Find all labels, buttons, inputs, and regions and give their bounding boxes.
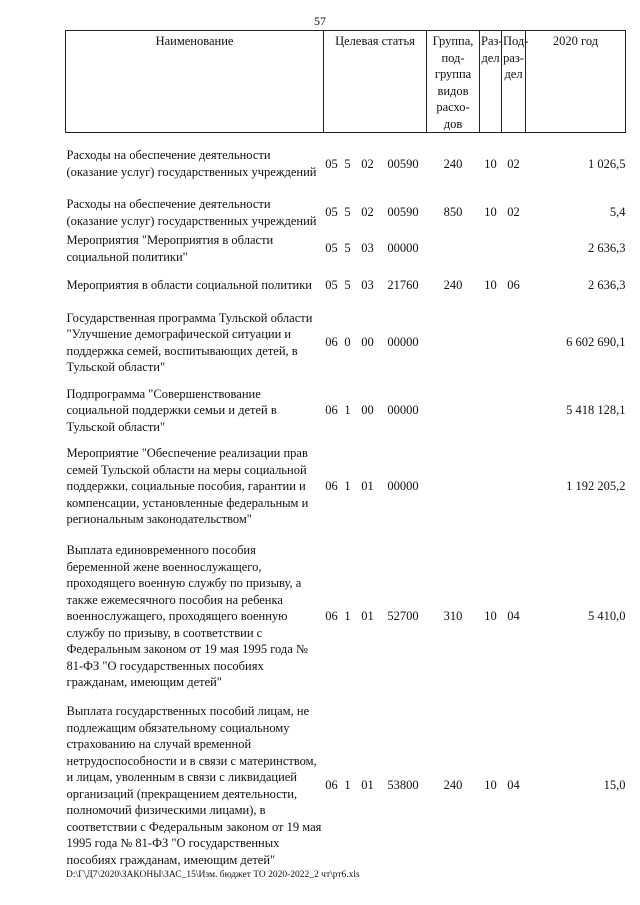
- row-code-a: 05: [325, 241, 338, 256]
- row-amount: 1 026,5: [588, 156, 626, 171]
- table-row: [66, 533, 626, 701]
- row-code-b: 0: [344, 335, 351, 350]
- header-year: 2020 год: [526, 31, 626, 133]
- row-name: Подпрограмма "Совершенствование социальной поддержки семьи и детей в Тульской области": [66, 386, 277, 434]
- row-section: 10: [484, 278, 497, 293]
- row-section: [480, 305, 502, 381]
- row-code-a: 06: [325, 403, 338, 418]
- table-row: [66, 305, 626, 381]
- table-row: [66, 195, 626, 231]
- row-code-b: 5: [344, 156, 351, 171]
- row-name: Мероприятия в области социальной политики: [66, 278, 312, 293]
- row-name: Расходы на обеспечение деятельности (оказание услуг) государственных учреждений: [66, 148, 317, 179]
- row-section: 10: [484, 778, 497, 793]
- table-row: [66, 133, 626, 195]
- row-group: 310: [443, 609, 463, 624]
- budget-table: [65, 30, 626, 871]
- row-code-a: 05: [325, 156, 338, 171]
- header-name: Наименование: [66, 31, 324, 133]
- table-row: [66, 441, 626, 533]
- header-subsection: Под-раз-дел: [502, 31, 526, 133]
- row-code-a: 06: [325, 778, 338, 793]
- row-group: [427, 305, 480, 381]
- row-name: Государственная программа Тульской области "Улучшение демографической ситуации и поддержка семей, воспитывающих детей, в Тульской области": [66, 310, 313, 374]
- row-subsection: 02: [507, 156, 520, 171]
- row-code-a: 05: [325, 278, 338, 293]
- row-section: 10: [484, 156, 497, 171]
- row-subsection: [502, 441, 526, 533]
- row-code-c: 00: [361, 335, 374, 350]
- row-code-c: 03: [361, 278, 374, 293]
- row-amount: 6 602 690,1: [566, 335, 626, 350]
- row-code-c: 02: [361, 205, 374, 220]
- row-code-c: 01: [361, 609, 374, 624]
- row-code-d: 52700: [387, 609, 419, 624]
- row-section: 10: [484, 205, 497, 220]
- row-amount: 5,4: [609, 205, 626, 220]
- header-group: Группа, под-группа видов расхо-дов: [427, 31, 480, 133]
- row-subsection: 02: [507, 205, 520, 220]
- row-code-b: 1: [344, 609, 351, 624]
- row-code-c: 00: [361, 403, 374, 418]
- row-group: 850: [443, 205, 463, 220]
- row-code-d: 00590: [387, 205, 419, 220]
- row-code-c: 03: [361, 241, 374, 256]
- row-code-a: 05: [325, 205, 338, 220]
- row-code-d: 53800: [387, 778, 419, 793]
- row-name: Мероприятие "Обеспечение реализации прав семей Тульской области на меры социальной поддержки, социальные пособия, гарантии и компенсации, установленные федеральным и региональным законодательством": [66, 446, 309, 527]
- row-amount: 2 636,3: [588, 241, 626, 256]
- table-header-row: [66, 31, 626, 133]
- row-code-c: 01: [361, 778, 374, 793]
- row-amount: 2 636,3: [588, 278, 626, 293]
- row-subsection: 04: [507, 609, 520, 624]
- table-row: [66, 231, 626, 267]
- row-section: 10: [484, 609, 497, 624]
- row-amount: 5 410,0: [588, 609, 626, 624]
- row-amount: 1 192 205,2: [566, 479, 626, 494]
- row-code-a: 06: [325, 609, 338, 624]
- table-row: [66, 267, 626, 305]
- row-code-d: 21760: [387, 278, 419, 293]
- row-name: Выплата единовременного пособия беременной жене военнослужащего, проходящего военную службу по призыву, а также ежемесячного пособия на ребенка военнослужащего, проходящего военную службу по призыву, в соответствии с Федеральным законом от 19 мая 1995 года № 81-ФЗ "О государственных пособиях гражданам, имеющим детей": [66, 543, 308, 690]
- row-amount: 15,0: [603, 778, 626, 793]
- row-group: 240: [443, 778, 463, 793]
- row-code-b: 1: [344, 778, 351, 793]
- row-group: 240: [443, 278, 463, 293]
- row-code-d: 00000: [387, 403, 419, 418]
- row-code-b: 5: [344, 278, 351, 293]
- table-row: [66, 701, 626, 871]
- row-code-b: 1: [344, 479, 351, 494]
- row-code-a: 06: [325, 479, 338, 494]
- row-section: [480, 381, 502, 441]
- row-subsection: [502, 305, 526, 381]
- row-amount: 5 418 128,1: [566, 403, 626, 418]
- row-name: Выплата государственных пособий лицам, не подлежащим обязательному социальному страхованию на случай временной нетрудоспособности и в связи с материнством, и лицам, уволенным в связи с ликвидацией организаций (прекращением деятельности, полномочий физическими лицами), в соответствии с Федеральным законом от 19 мая 1995 года № 81-ФЗ "О государственных пособиях гражданам, имеющим детей": [66, 704, 322, 867]
- row-subsection: 06: [507, 278, 520, 293]
- row-code-d: 00000: [387, 241, 419, 256]
- file-path-footer: D:\Г\Д7\2020\ЗАКОНЫ\ЗАС_15\Изм. бюджет ТО 2020-2022_2 чт\рт6.xls: [66, 870, 360, 880]
- row-name: Мероприятия "Мероприятия в области социальной политики": [66, 233, 274, 264]
- header-section: Раз-дел: [480, 31, 502, 133]
- header-target-article: Целевая статья: [324, 31, 427, 133]
- row-section: [480, 441, 502, 533]
- row-group: [427, 231, 480, 267]
- row-code-d: 00000: [387, 479, 419, 494]
- table-body: [66, 133, 626, 871]
- row-code-c: 02: [361, 156, 374, 171]
- row-section: [480, 231, 502, 267]
- row-code-b: 5: [344, 241, 351, 256]
- table-row: [66, 381, 626, 441]
- page-number: 57: [314, 14, 326, 28]
- row-code-c: 01: [361, 479, 374, 494]
- row-code-b: 5: [344, 205, 351, 220]
- row-code-b: 1: [344, 403, 351, 418]
- row-subsection: 04: [507, 778, 520, 793]
- row-group: [427, 381, 480, 441]
- row-name: Расходы на обеспечение деятельности (оказание услуг) государственных учреждений: [66, 197, 317, 228]
- row-group: [427, 441, 480, 533]
- row-code-a: 06: [325, 335, 338, 350]
- row-code-d: 00000: [387, 335, 419, 350]
- row-subsection: [502, 231, 526, 267]
- row-subsection: [502, 381, 526, 441]
- row-group: 240: [443, 156, 463, 171]
- row-code-d: 00590: [387, 156, 419, 171]
